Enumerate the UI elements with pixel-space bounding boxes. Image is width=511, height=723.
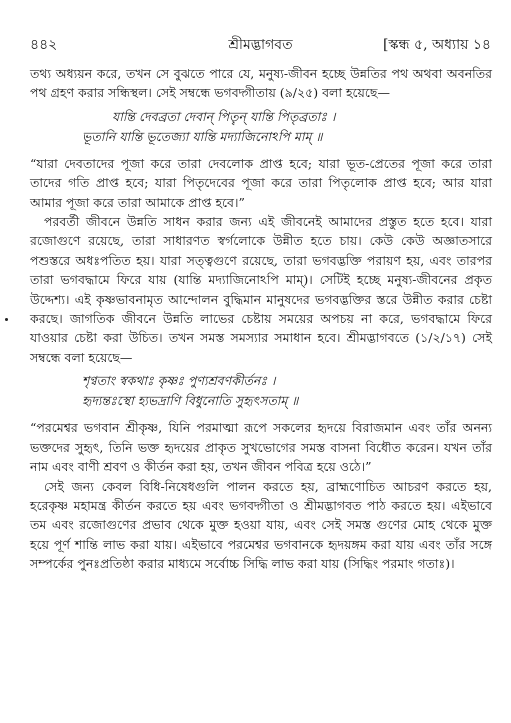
- page-body: [30, 64, 492, 574]
- page-header: [30, 34, 491, 56]
- chapter-reference: [স্কন্ধ ৫, অধ্যায় ১৪: [382, 37, 491, 53]
- verse-2-translation: “পরমেশ্বর ভগবান শ্রীকৃষ্ণ, যিনি পরমাত্মা রূপে সকলের হৃদয়ে বিরাজমান এবং তাঁর অনন্য ভক্তদের সুহৃৎ, তিনি ভক্ত হৃদয়ের প্রাকৃত সুখভোগের সমস্ত বাসনা বিধৌত করেন। যখন তাঁর নাম এবং বাণী শ্রবণ ও কীর্তন করা হয়, তখন জীবন পবিত্র হয়ে ওঠে।”: [30, 420, 492, 475]
- paragraph-purport: পরবর্তী জীবনে উন্নতি সাধন করার জন্য এই জীবনেই আমাদের প্রস্তুত হতে হবে। যারা রজোগুণে রয়েছে, তারা সাধারণত স্বর্গলোকে উন্নীত হতে চায়। কেউ কেউ অজ্ঞাতসারে পশুস্তরে অধঃপতিত হয়। যারা সত্ত্বগুণে রয়েছে, তারা ভগবদ্ভক্তি পরায়ণ হয়, এবং তারপর তারা ভগবদ্ধামে ফিরে যায় (যান্তি মদ্যাজিনোঽপি মাম্)। সেটিই হচ্ছে মনুষ্য-জীবনের প্রকৃত উদ্দেশ্য। এই কৃষ্ণভাবনামৃত আন্দোলন বুদ্ধিমান মানুষদের ভগবদ্ভক্তির স্তরে উন্নীত করার চেষ্টা করছে। জাগতিক জীবনে উন্নতি লাভের চেষ্টায় সময়ের অপচয় না করে, ভগবদ্ধামে ফিরে যাওয়ার চেষ্টা করা উচিত। তখন সমস্ত সমস্যার সমাধান হবে। শ্রীমদ্ভাগবতে (১/২/১৭) সেই সম্বন্ধে বলা হয়েছে—: [30, 214, 492, 365]
- verse-2-line-2: হৃদ্যন্তঃস্থো হ্যভদ্রাণি বিধুনোতি সুহৃৎসতাম্ ॥: [82, 393, 299, 409]
- verse-2-line-1: শৃণ্বতাং স্বকথাঃ কৃষ্ণঃ পুণ্যশ্রবণকীর্তনঃ ।: [82, 373, 276, 389]
- page-number: ৪৪২: [30, 37, 58, 53]
- book-title: শ্রীমদ্ভাগবত: [228, 37, 293, 53]
- paragraph-intro: তথ্য অধ্যয়ন করে, তখন সে বুঝতে পারে যে, মনুষ্য-জীবন হচ্ছে উন্নতির পথ অথবা অবনতির পথ গ্রহণ করার সন্ধিস্থল। সেই সম্বন্ধে ভগবদ্গীতায় (৯/২৫) বলা হয়েছে—: [30, 66, 492, 101]
- verse-1-line-2: ভূতানি যান্তি ভূতেজ্যা যান্তি মদ্যাজিনোঽপি মাম্ ॥: [82, 128, 323, 144]
- verse-1-translation: “যারা দেবতাদের পূজা করে তারা দেবলোক প্রাপ্ত হবে; যারা ভূত-প্রেতের পূজা করে তারা তাদের গতি প্রাপ্ত হবে; যারা পিতৃদেবের পূজা করে তারা পিতৃলোক প্রাপ্ত হবে; আর যারা আমার পূজা করে তারা আমাকে প্রাপ্ত হবে।”: [30, 155, 492, 210]
- paragraph-conclusion: সেই জন্য কেবল বিধি-নিষেধগুলি পালন করতে হয়, ব্রাহ্মণোচিত আচরণ করতে হয়, হরেকৃষ্ণ মহামন্ত্র কীর্তন করতে হয় এবং ভগবদ্গীতা ও শ্রীমদ্ভাগবত পাঠ করতে হয়। এইভাবে তম এবং রজোগুণের প্রভাব থেকে মুক্ত হওয়া যায়, এবং সেই সমস্ত গুণের মোহ থেকে মুক্ত হয়ে পূর্ণ শান্তি লাভ করা যায়। এইভাবে পরমেশ্বর ভগবানকে হৃদয়ঙ্গম করা যায় এবং তাঁর সঙ্গে সম্পর্কের পুনঃপ্রতিষ্ঠা করার মাধ্যমে সর্বোচ্চ সিদ্ধি লাভ করা যায় (সিদ্ধিং পরমাং গতাঃ)।: [30, 478, 492, 572]
- verse-1-line-1: যান্তি দেবব্রতা দেবান্ পিতৄন্ যান্তি পিতৃব্রতাঃ ।: [112, 108, 336, 124]
- margin-dot: [5, 318, 8, 321]
